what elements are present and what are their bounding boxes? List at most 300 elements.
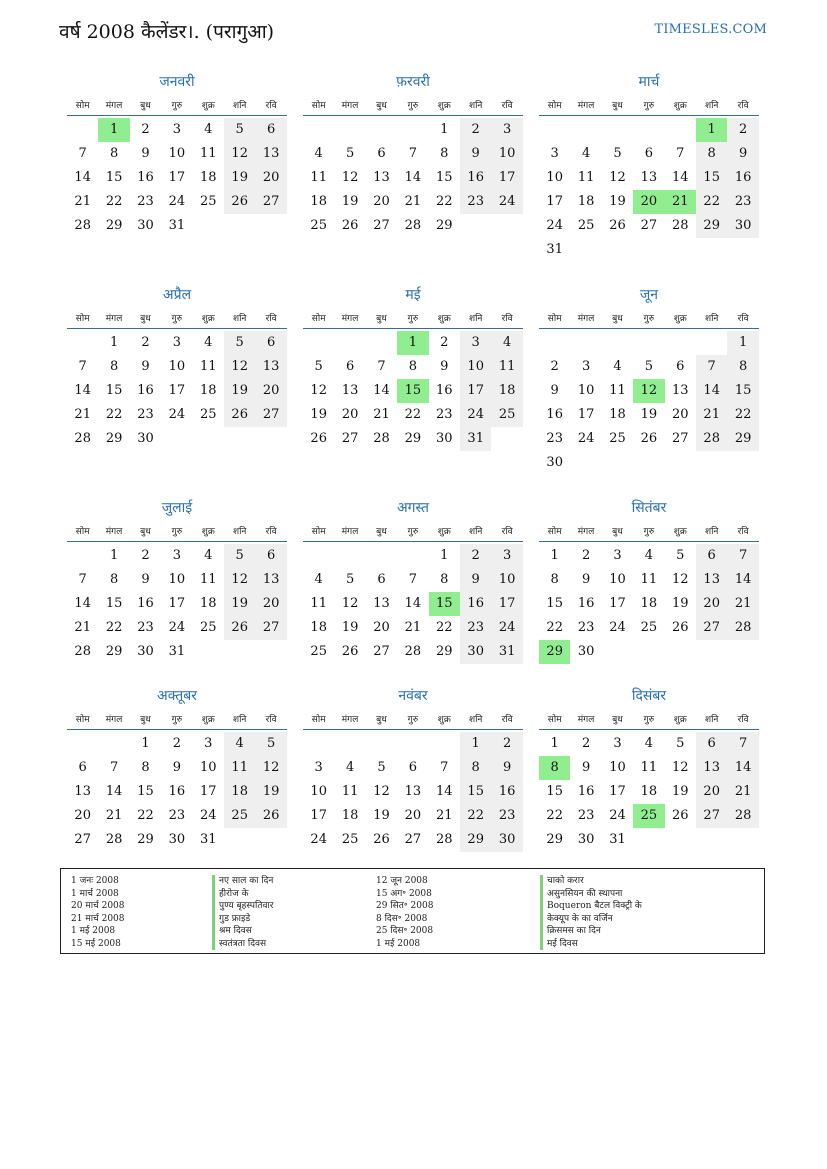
day-cell: 24 — [310, 832, 327, 847]
holiday-date: 21 मार्च 2008 — [71, 913, 125, 924]
day-cell: 18 — [640, 784, 658, 799]
day-cell: 31 — [460, 427, 491, 451]
day-cell: 6 — [255, 118, 286, 142]
day-cell: 5 — [224, 118, 255, 142]
month-name: अप्रैल — [162, 287, 192, 303]
weekday-label: शुक्र — [437, 715, 451, 725]
day-cell: 17 — [168, 596, 186, 611]
day-cell: 26 — [341, 218, 359, 233]
day-cell: 11 — [310, 170, 327, 185]
month-divider — [67, 115, 287, 116]
day-cell: 10 — [491, 568, 522, 592]
month-block — [303, 498, 523, 698]
day-cell: 14 — [74, 170, 91, 185]
month-block — [539, 285, 759, 485]
weekday-label: बुध — [376, 101, 387, 111]
day-cell: 2 — [727, 118, 758, 142]
day-cell: 13 — [672, 383, 689, 398]
holiday-day-cell: 12 — [633, 379, 664, 403]
day-cell: 17 — [460, 379, 491, 403]
month-block — [67, 686, 287, 886]
day-cell: 16 — [460, 592, 491, 616]
day-cell: 13 — [74, 784, 91, 799]
day-cell: 14 — [105, 784, 123, 799]
weekday-label: रवि — [265, 715, 277, 725]
day-cell: 23 — [137, 407, 154, 422]
page-title: वर्ष 2008 कैलेंडर।. (परागुआ) — [59, 21, 275, 43]
day-cell: 8 — [109, 146, 119, 161]
weekday-label: गुरु — [407, 314, 419, 324]
day-cell: 29 — [105, 218, 123, 233]
day-cell: 10 — [491, 142, 522, 166]
month-block — [303, 285, 523, 485]
day-cell: 25 — [200, 620, 217, 635]
weekday-label: मंगल — [577, 314, 595, 324]
weekday-label: शुक्र — [673, 314, 687, 324]
weekday-label: शुक्र — [437, 527, 451, 537]
day-cell: 17 — [491, 166, 522, 190]
day-cell: 16 — [491, 780, 522, 804]
day-cell: 10 — [609, 760, 626, 775]
weekday-label: शनि — [232, 527, 247, 537]
holiday-name: श्रम दिवस — [212, 925, 273, 938]
day-cell: 9 — [727, 142, 758, 166]
day-cell: 26 — [341, 644, 359, 659]
day-cell: 14 — [74, 596, 91, 611]
day-cell: 11 — [609, 383, 626, 398]
day-cell: 29 — [727, 427, 758, 451]
day-cell: 23 — [460, 616, 491, 640]
day-cell: 29 — [105, 644, 123, 659]
day-cell: 29 — [546, 832, 563, 847]
weekday-label: सोम — [75, 527, 90, 537]
month-name: जनवरी — [159, 74, 195, 90]
month-name: दिसंबर — [631, 688, 667, 704]
day-cell: 15 — [546, 784, 563, 799]
day-cell: 14 — [373, 383, 390, 398]
day-cell: 1 — [727, 331, 758, 355]
day-cell: 13 — [404, 784, 422, 799]
day-cell: 11 — [640, 572, 658, 587]
day-cell: 14 — [727, 756, 758, 780]
holiday-name: स्वतंत्रता दिवस — [212, 938, 273, 951]
day-cell: 19 — [224, 379, 255, 403]
day-cell: 23 — [137, 194, 154, 209]
holiday-name: मई दिवस — [540, 938, 642, 951]
day-cell: 8 — [727, 355, 758, 379]
day-cell: 6 — [78, 760, 87, 775]
day-cell: 29 — [137, 832, 154, 847]
day-cell: 26 — [224, 616, 255, 640]
day-cell: 12 — [373, 784, 390, 799]
day-cell: 7 — [727, 732, 758, 756]
day-cell: 3 — [172, 335, 182, 350]
day-cell: 14 — [74, 383, 91, 398]
holiday-date: 1 मई 2008 — [376, 938, 421, 949]
weekday-label: मंगल — [577, 715, 595, 725]
weekday-label: सोम — [311, 715, 326, 725]
weekday-label: गुरु — [171, 101, 183, 111]
day-cell: 13 — [255, 568, 286, 592]
day-cell: 9 — [172, 760, 182, 775]
day-cell: 2 — [172, 736, 182, 751]
day-cell: 15 — [105, 383, 123, 398]
holiday-day-cell: 1 — [397, 331, 428, 355]
day-cell: 12 — [341, 170, 359, 185]
holiday-day-cell: 1 — [98, 118, 129, 142]
day-cell: 17 — [577, 407, 595, 422]
day-cell: 17 — [200, 784, 217, 799]
day-cell: 24 — [609, 620, 626, 635]
day-cell: 19 — [310, 407, 327, 422]
weekday-label: रवि — [501, 527, 513, 537]
month-block — [67, 285, 287, 485]
day-cell: 13 — [373, 596, 390, 611]
site-link[interactable]: TIMESLES.COM — [654, 22, 767, 37]
day-cell: 5 — [676, 736, 685, 751]
day-cell: 23 — [460, 190, 491, 214]
day-cell: 28 — [672, 218, 689, 233]
day-cell: 30 — [546, 455, 563, 470]
day-cell: 23 — [436, 407, 453, 422]
day-cell: 27 — [341, 431, 359, 446]
day-cell: 24 — [200, 808, 217, 823]
month-divider — [303, 729, 523, 730]
day-cell: 1 — [440, 122, 449, 137]
weekday-label: शुक्र — [201, 527, 215, 537]
holiday-day-cell: 29 — [539, 640, 570, 664]
day-cell: 21 — [74, 194, 91, 209]
day-cell: 24 — [546, 218, 563, 233]
day-cell: 19 — [341, 620, 359, 635]
day-cell: 19 — [672, 784, 689, 799]
day-cell: 3 — [460, 331, 491, 355]
month-name: अक्तूबर — [157, 688, 197, 704]
weekday-label: गुरु — [171, 527, 183, 537]
day-cell: 7 — [109, 760, 119, 775]
holiday-day-cell: 21 — [665, 190, 696, 214]
day-cell: 20 — [255, 592, 286, 616]
day-cell: 10 — [310, 784, 327, 799]
day-cell: 5 — [255, 732, 286, 756]
month-block — [539, 686, 759, 886]
day-cell: 21 — [727, 592, 758, 616]
day-cell: 10 — [168, 146, 186, 161]
weekday-label: शनि — [704, 715, 719, 725]
day-cell: 2 — [440, 335, 449, 350]
day-cell: 5 — [345, 146, 355, 161]
weekday-label: बुध — [612, 715, 623, 725]
day-cell: 14 — [404, 170, 422, 185]
day-cell: 5 — [345, 572, 355, 587]
day-cell: 17 — [310, 808, 327, 823]
weekday-label: मंगल — [341, 527, 359, 537]
weekday-label: गुरु — [407, 527, 419, 537]
month-name: जून — [639, 287, 659, 303]
day-cell: 30 — [491, 828, 522, 852]
day-cell: 31 — [168, 218, 186, 233]
day-cell: 25 — [609, 431, 626, 446]
day-cell: 2 — [460, 118, 491, 142]
day-cell: 29 — [105, 431, 123, 446]
day-cell: 10 — [546, 170, 563, 185]
day-cell: 20 — [341, 407, 359, 422]
day-cell: 24 — [491, 616, 522, 640]
holiday-name: असुनसियन की स्थापना — [540, 888, 642, 901]
month-name: फ़रवरी — [396, 74, 430, 90]
month-divider — [303, 328, 523, 329]
holiday-name: चाको करार — [540, 875, 642, 888]
day-cell: 11 — [310, 596, 327, 611]
day-cell: 30 — [137, 644, 154, 659]
day-cell: 2 — [141, 122, 150, 137]
day-cell: 31 — [491, 640, 522, 664]
day-cell: 25 — [491, 403, 522, 427]
weekday-label: मंगल — [577, 101, 595, 111]
day-cell: 17 — [491, 592, 522, 616]
holiday-name: हीरोज के — [212, 888, 273, 901]
day-cell: 17 — [546, 194, 563, 209]
day-cell: 25 — [224, 804, 255, 828]
day-cell: 10 — [577, 383, 595, 398]
weekday-label: रवि — [501, 101, 513, 111]
holiday-day-cell: 8 — [539, 756, 570, 780]
month-divider — [539, 115, 759, 116]
weekday-label: गुरु — [643, 527, 655, 537]
day-cell: 30 — [137, 218, 154, 233]
day-cell: 4 — [613, 359, 622, 374]
day-cell: 23 — [546, 431, 563, 446]
day-cell: 1 — [440, 548, 449, 563]
day-cell: 26 — [224, 403, 255, 427]
weekday-label: रवि — [737, 101, 749, 111]
day-cell: 9 — [581, 572, 591, 587]
day-cell: 22 — [460, 804, 491, 828]
day-cell: 15 — [727, 379, 758, 403]
day-cell: 4 — [581, 146, 591, 161]
holiday-date: 12 जून 2008 — [376, 876, 428, 886]
weekday-label: रवि — [501, 314, 513, 324]
day-cell: 26 — [310, 431, 327, 446]
day-cell: 11 — [200, 572, 217, 587]
day-cell: 5 — [224, 544, 255, 568]
holiday-date: 1 मई 2008 — [71, 926, 116, 936]
day-cell: 31 — [200, 832, 217, 847]
day-cell: 22 — [696, 190, 727, 214]
day-cell: 21 — [696, 403, 727, 427]
day-cell: 5 — [224, 331, 255, 355]
day-cell: 21 — [436, 808, 453, 823]
weekday-label: शुक्र — [437, 314, 451, 324]
day-cell: 25 — [200, 407, 217, 422]
day-cell: 12 — [224, 568, 255, 592]
day-cell: 27 — [373, 644, 390, 659]
day-cell: 7 — [408, 572, 418, 587]
day-cell: 3 — [550, 146, 559, 161]
day-cell: 27 — [74, 832, 91, 847]
day-cell: 29 — [696, 214, 727, 238]
day-cell: 18 — [310, 620, 327, 635]
weekday-label: बुध — [612, 101, 623, 111]
day-cell: 23 — [168, 808, 186, 823]
day-cell: 4 — [491, 331, 522, 355]
day-cell: 8 — [460, 756, 491, 780]
weekday-label: मंगल — [341, 101, 359, 111]
day-cell: 15 — [546, 596, 563, 611]
weekday-label: शुक्र — [673, 715, 687, 725]
day-cell: 30 — [577, 644, 595, 659]
day-cell: 16 — [137, 596, 154, 611]
day-cell: 3 — [581, 359, 591, 374]
day-cell: 20 — [696, 592, 727, 616]
day-cell: 25 — [310, 218, 327, 233]
day-cell: 13 — [255, 355, 286, 379]
day-cell: 25 — [577, 218, 595, 233]
day-cell: 6 — [644, 146, 654, 161]
day-cell: 8 — [109, 572, 119, 587]
day-cell: 7 — [78, 146, 87, 161]
day-cell: 27 — [255, 403, 286, 427]
day-cell: 24 — [168, 407, 186, 422]
weekday-label: शुक्र — [201, 715, 215, 725]
weekday-label: रवि — [265, 101, 277, 111]
day-cell: 6 — [377, 572, 386, 587]
day-cell: 20 — [74, 808, 91, 823]
holiday-date: 15 अग॰ 2008 — [376, 888, 432, 899]
holiday-date: 29 सित॰ 2008 — [376, 901, 434, 911]
holiday-name: पुण्य बृहस्पतिवार — [212, 900, 273, 913]
day-cell: 5 — [377, 760, 386, 775]
weekday-label: शनि — [468, 314, 483, 324]
day-cell: 31 — [546, 242, 563, 257]
day-cell: 5 — [676, 548, 685, 563]
day-cell: 12 — [672, 760, 689, 775]
day-cell: 12 — [310, 383, 327, 398]
day-cell: 14 — [727, 568, 758, 592]
month-block — [67, 498, 287, 698]
day-cell: 13 — [341, 383, 359, 398]
weekday-label: सोम — [75, 314, 90, 324]
day-cell: 9 — [491, 756, 522, 780]
day-cell: 27 — [640, 218, 658, 233]
day-cell: 20 — [696, 780, 727, 804]
day-cell: 11 — [200, 146, 217, 161]
day-cell: 5 — [644, 359, 654, 374]
day-cell: 23 — [137, 620, 154, 635]
month-block — [303, 72, 523, 272]
day-cell: 9 — [141, 146, 150, 161]
weekday-label: बुध — [376, 527, 387, 537]
month-name: मार्च — [638, 74, 660, 90]
day-cell: 11 — [200, 359, 217, 374]
weekday-label: शनि — [232, 314, 247, 324]
weekday-label: शनि — [232, 715, 247, 725]
month-name: सितंबर — [631, 500, 667, 516]
holiday-name: गुड फ्राइडे — [212, 913, 273, 926]
day-cell: 10 — [200, 760, 217, 775]
day-cell: 7 — [440, 760, 449, 775]
day-cell: 28 — [727, 616, 758, 640]
day-cell: 10 — [609, 572, 626, 587]
day-cell: 16 — [577, 596, 595, 611]
day-cell: 31 — [609, 832, 626, 847]
day-cell: 7 — [78, 359, 87, 374]
day-cell: 3 — [613, 548, 622, 563]
day-cell: 3 — [172, 122, 182, 137]
weekday-label: मंगल — [105, 314, 123, 324]
day-cell: 14 — [436, 784, 453, 799]
day-cell: 13 — [373, 170, 390, 185]
weekday-label: मंगल — [105, 101, 123, 111]
day-cell: 9 — [460, 142, 491, 166]
weekday-label: सोम — [311, 314, 326, 324]
day-cell: 8 — [440, 146, 449, 161]
day-cell: 7 — [377, 359, 386, 374]
day-cell: 5 — [314, 359, 323, 374]
day-cell: 2 — [581, 548, 591, 563]
weekday-label: शनि — [232, 101, 247, 111]
weekday-label: रवि — [737, 715, 749, 725]
day-cell: 19 — [672, 596, 689, 611]
weekday-label: शुक्र — [201, 101, 215, 111]
day-cell: 15 — [105, 170, 123, 185]
weekday-label: गुरु — [407, 715, 419, 725]
day-cell: 28 — [436, 832, 453, 847]
day-cell: 12 — [224, 355, 255, 379]
day-cell: 22 — [436, 194, 453, 209]
day-cell: 6 — [255, 544, 286, 568]
day-cell: 3 — [491, 118, 522, 142]
day-cell: 6 — [676, 359, 685, 374]
weekday-label: रवि — [265, 527, 277, 537]
day-cell: 10 — [168, 359, 186, 374]
day-cell: 2 — [581, 736, 591, 751]
month-name: मई — [405, 287, 421, 303]
weekday-label: सोम — [547, 101, 562, 111]
day-cell: 19 — [373, 808, 390, 823]
holiday-dates-right — [376, 875, 433, 950]
day-cell: 12 — [255, 756, 286, 780]
day-cell: 25 — [640, 620, 658, 635]
day-cell: 3 — [204, 736, 213, 751]
day-cell: 21 — [727, 780, 758, 804]
day-cell: 22 — [105, 194, 123, 209]
day-cell: 26 — [672, 808, 689, 823]
day-cell: 30 — [168, 832, 186, 847]
holiday-day-cell: 1 — [696, 118, 727, 142]
weekday-label: बुध — [376, 715, 387, 725]
day-cell: 2 — [460, 544, 491, 568]
day-cell: 27 — [373, 218, 390, 233]
month-divider — [539, 729, 759, 730]
month-divider — [539, 328, 759, 329]
day-cell: 22 — [105, 407, 123, 422]
holiday-name: नए साल का दिन — [212, 875, 273, 888]
day-cell: 29 — [436, 644, 453, 659]
day-cell: 9 — [550, 383, 559, 398]
weekday-label: मंगल — [105, 527, 123, 537]
holiday-name: केक्यूप के का वर्जिन — [540, 913, 642, 926]
day-cell: 8 — [440, 572, 449, 587]
weekday-label: सोम — [311, 527, 326, 537]
day-cell: 5 — [613, 146, 622, 161]
day-cell: 4 — [204, 548, 213, 563]
day-cell: 13 — [696, 756, 727, 780]
holiday-date: 1 जनः 2008 — [71, 876, 119, 886]
weekday-label: गुरु — [643, 715, 655, 725]
day-cell: 28 — [404, 218, 422, 233]
weekday-label: शनि — [468, 527, 483, 537]
